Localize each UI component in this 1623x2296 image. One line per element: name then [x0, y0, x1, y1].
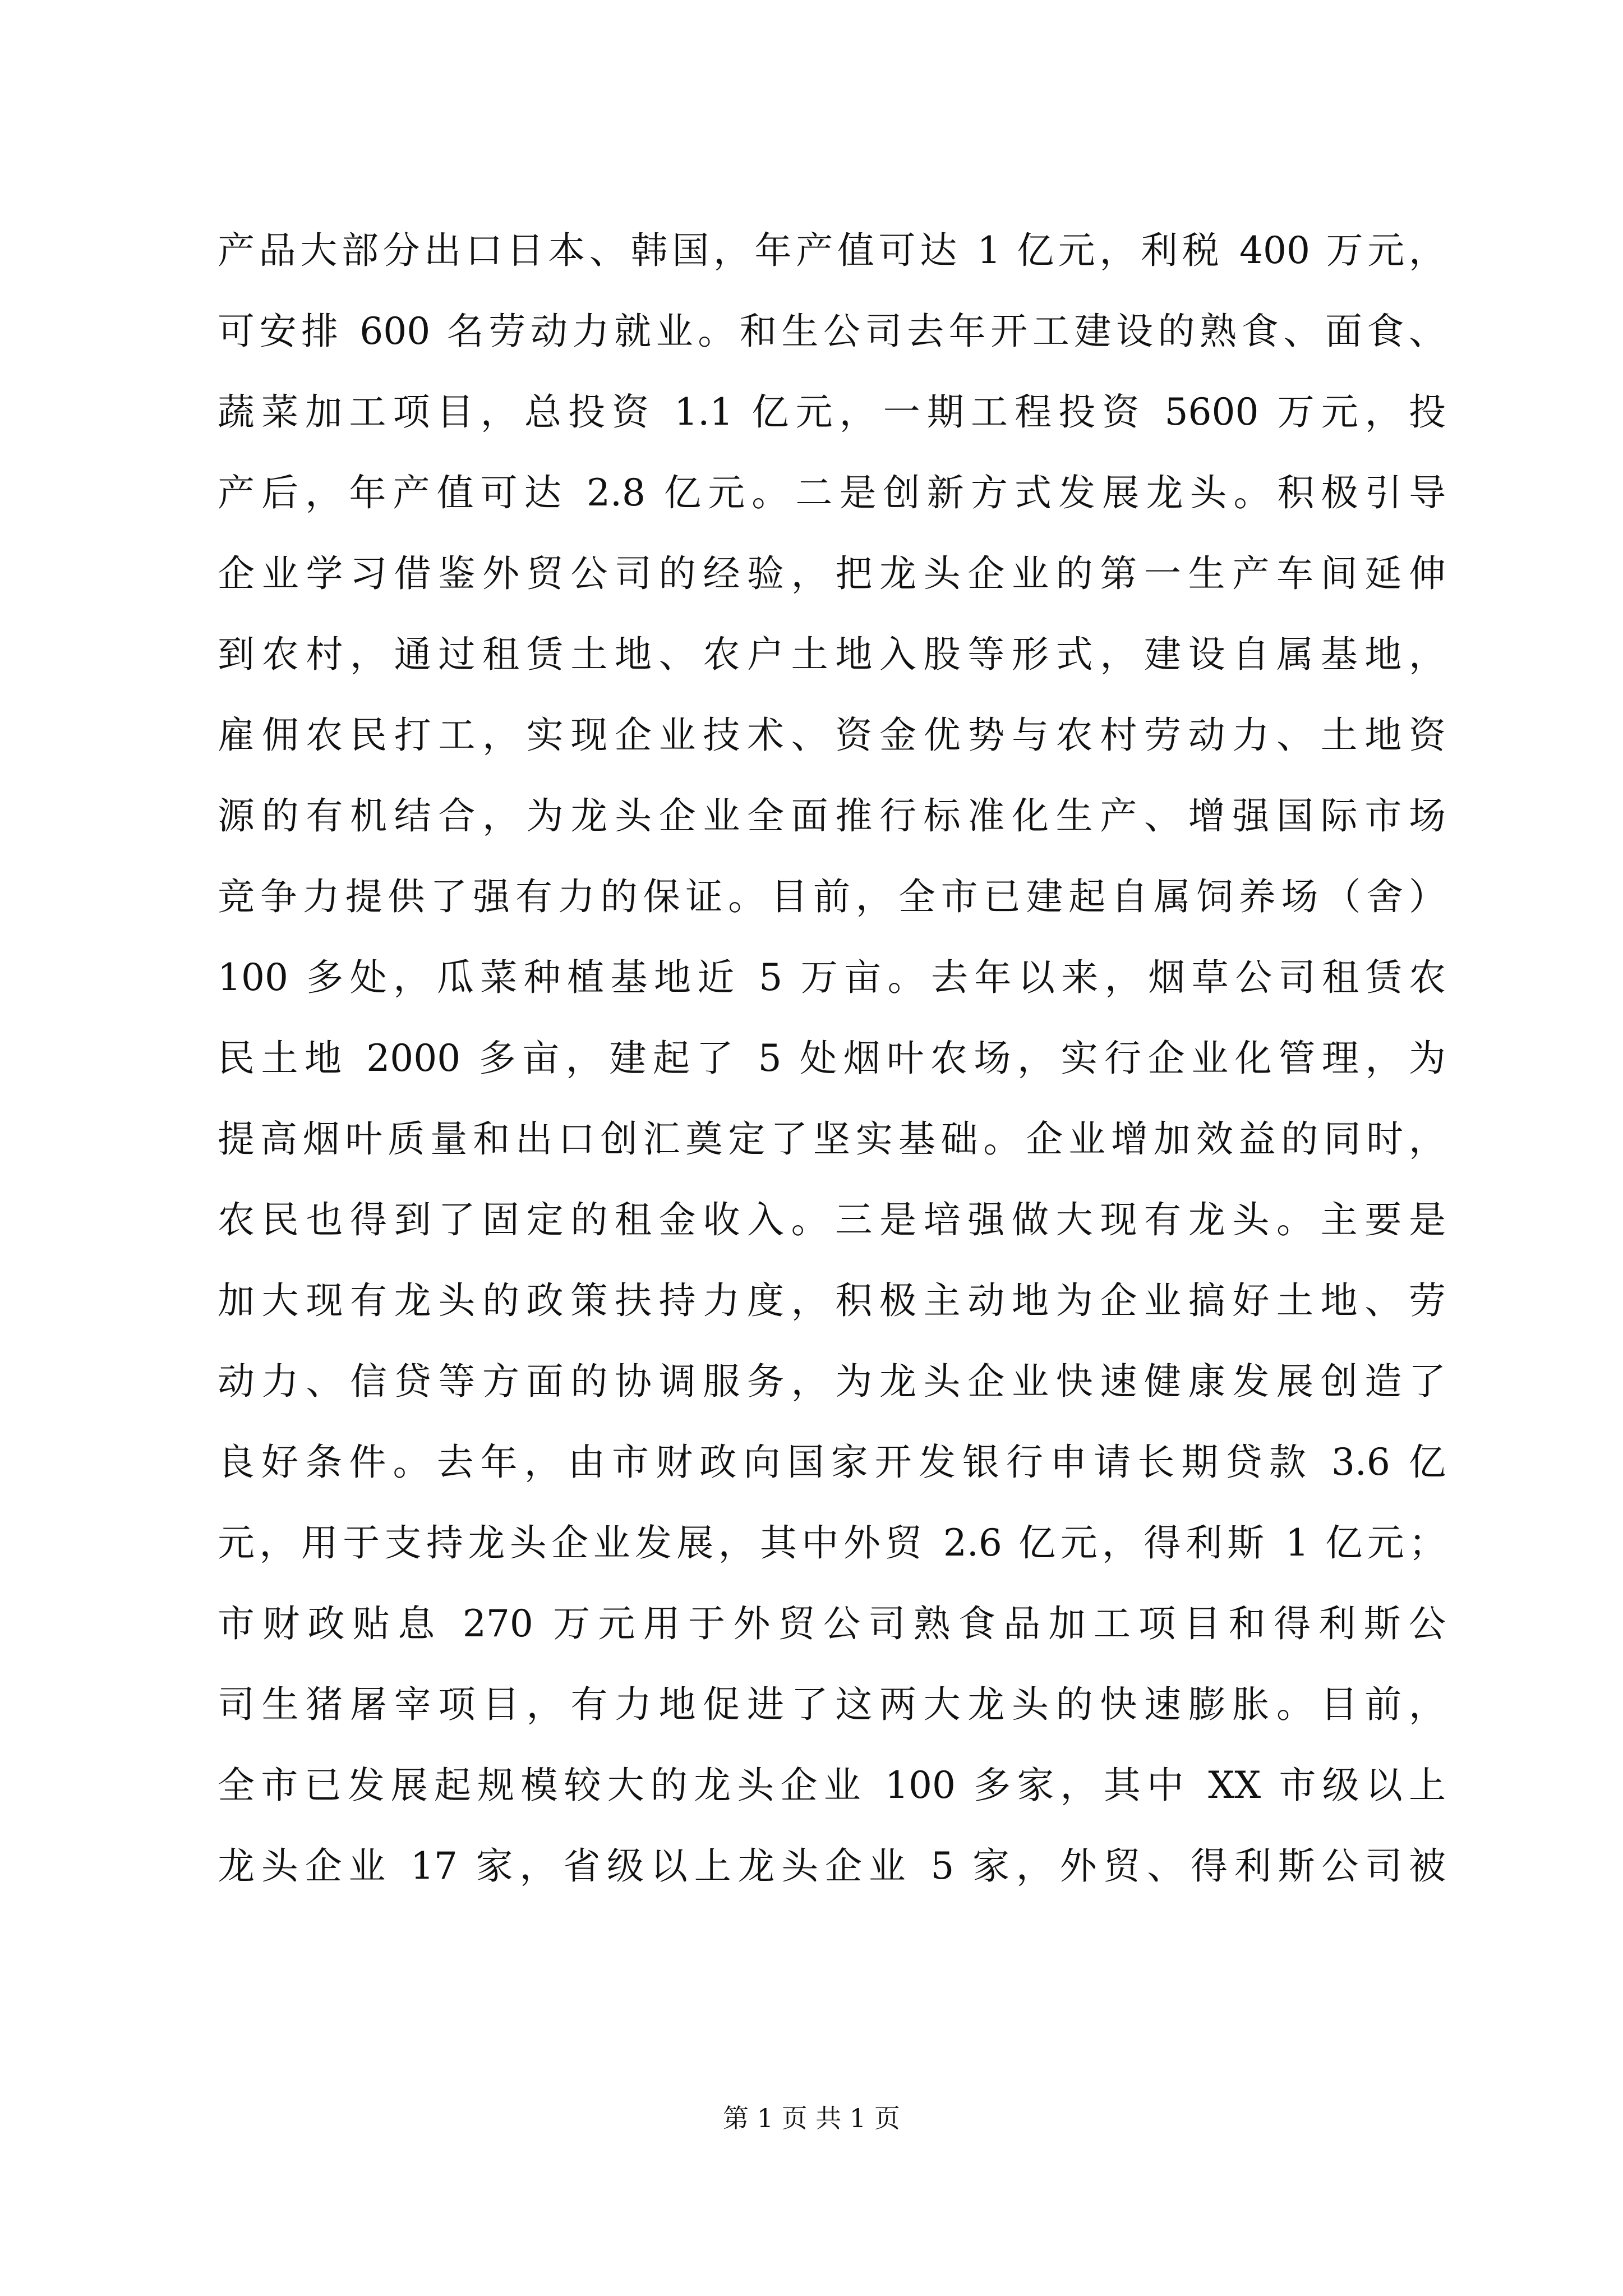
- text-line: 可安排 600 名劳动力就业。和生公司去年开工建设的熟食、面食、: [218, 310, 1446, 353]
- text-line: 元，用于支持龙头企业发展，其中外贸 2.6 亿元，得利斯 1 亿元；: [218, 1521, 1446, 1565]
- text-line: 良好条件。去年，由市财政向国家开发银行申请长期贷款 3.6 亿: [218, 1441, 1446, 1484]
- text-line: 提高烟叶质量和出口创汇奠定了坚实基础。企业增加效益的同时，: [218, 1117, 1446, 1161]
- text-line: 市财政贴息 270 万元用于外贸公司熟食品加工项目和得利斯公: [218, 1602, 1446, 1645]
- text-line: 雇佣农民打工，实现企业技术、资金优势与农村劳动力、土地资: [218, 714, 1446, 757]
- text-line: 产品大部分出口日本、韩国，年产值可达 1 亿元，利税 400 万元，: [218, 229, 1446, 272]
- page-footer: [0, 2101, 1623, 2135]
- text-line: 全市已发展起规模较大的龙头企业 100 多家，其中 XX 市级以上: [218, 1764, 1446, 1807]
- text-line: 蔬菜加工项目，总投资 1.1 亿元，一期工程投资 5600 万元，投: [218, 390, 1446, 434]
- body-text: [218, 210, 1446, 1907]
- text-line: 加大现有龙头的政策扶持力度，积极主动地为企业搞好土地、劳: [218, 1279, 1446, 1322]
- text-line: 竞争力提供了强有力的保证。目前，全市已建起自属饲养场（舍）: [218, 875, 1446, 918]
- text-line: 民土地 2000 多亩，建起了 5 处烟叶农场，实行企业化管理，为: [218, 1037, 1446, 1080]
- text-line: 动力、信贷等方面的协调服务，为龙头企业快速健康发展创造了: [218, 1360, 1446, 1403]
- page-number-label: 第 1 页 共 1 页: [723, 2103, 900, 2133]
- text-line: 100 多处，瓜菜种植基地近 5 万亩。去年以来，烟草公司租赁农: [218, 956, 1446, 999]
- text-line: 到农村，通过租赁土地、农户土地入股等形式，建设自属基地，: [218, 633, 1446, 676]
- text-line: 产后，年产值可达 2.8 亿元。二是创新方式发展龙头。积极引导: [218, 471, 1446, 514]
- text-line: 司生猪屠宰项目，有力地促进了这两大龙头的快速膨胀。目前，: [218, 1683, 1446, 1726]
- text-line: 龙头企业 17 家，省级以上龙头企业 5 家，外贸、得利斯公司被: [218, 1844, 1446, 1888]
- text-line: 源的有机结合，为龙头企业全面推行标准化生产、增强国际市场: [218, 794, 1446, 838]
- text-line: 农民也得到了固定的租金收入。三是培强做大现有龙头。主要是: [218, 1198, 1446, 1241]
- text-line: 企业学习借鉴外贸公司的经验，把龙头企业的第一生产车间延伸: [218, 552, 1446, 595]
